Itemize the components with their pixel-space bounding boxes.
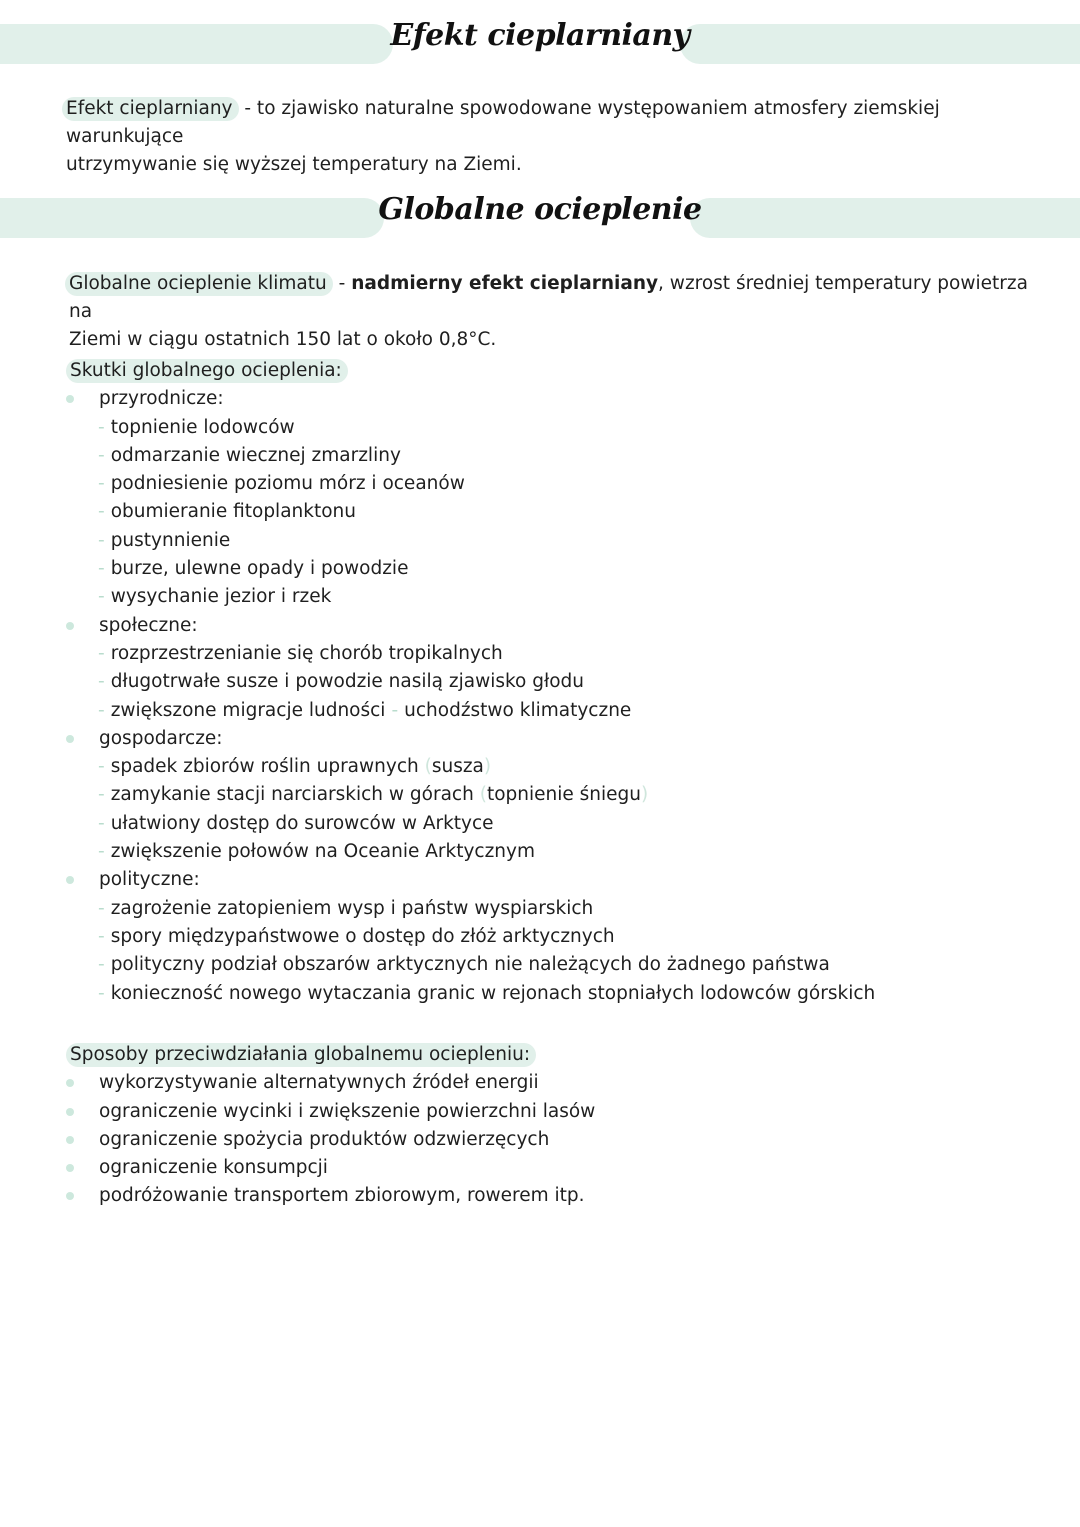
effects-section (66, 357, 1056, 1008)
item-note: topnienie śniegu (486, 784, 641, 806)
item-text: pustynnienie (110, 529, 231, 551)
list-item: - zwiększenie połowów na Oceanie Arktycznym (98, 841, 535, 863)
bold-phrase: nadmierny efekt cieplarniany (351, 273, 659, 294)
list-item: - spadek zbiorów roślin uprawnych (susza) (98, 756, 492, 778)
list-item: - rozprzestrzenianie się chorób tropikalnych (98, 642, 503, 664)
definition-text: , wzrost średniej temperatury powietrza na (69, 273, 1028, 322)
list-item (66, 866, 1056, 894)
list-item (66, 1098, 1056, 1126)
list-item: - ułatwiony dostęp do surowców w Arktyce (98, 812, 494, 834)
item-text: topnienie lodowców (110, 416, 295, 438)
item-text: konieczność nowego wytaczania granic w rejonach stopniałych lodowców górskich (110, 982, 876, 1004)
item-text: ograniczenie spożycia produktów odzwierzęcych (99, 1128, 550, 1150)
item-text: wykorzystywanie alternatywnych źródeł energii (99, 1072, 539, 1094)
list-item: - burze, ulewne opady i powodzie (98, 558, 409, 580)
definition-text: Ziemi w ciągu ostatnich 150 lat o około 0,8°C. (69, 329, 497, 350)
item-text: burze, ulewne opady i powodzie (110, 558, 409, 580)
effects-heading: Skutki globalnego ocieplenia: (66, 359, 348, 383)
item-text: wysychanie jezior i rzek (110, 586, 332, 608)
list-item: - podniesienie poziomu mórz i oceanów (98, 473, 465, 495)
item-text: zwiększenie połowów na Oceanie Arktycznym (110, 841, 535, 863)
prevention-heading: Sposoby przeciwdziałania globalnemu ociepleniu: (66, 1043, 536, 1067)
item-note: uchodźstwo klimatyczne (404, 699, 632, 721)
list-item (66, 725, 1056, 753)
prevention-section (66, 1041, 1056, 1211)
definition-text: utrzymywanie się wyższej temperatury na Ziemi. (66, 154, 522, 175)
item-text: rozprzestrzenianie się chorób tropikalnych (110, 642, 503, 664)
highlighted-term: Globalne ocieplenie klimatu (65, 272, 333, 296)
item-note: susza (431, 756, 484, 778)
item-text: odmarzanie wiecznej zmarzliny (110, 444, 401, 466)
list-item (66, 1154, 1056, 1182)
item-text: spory międzypaństwowe o dostęp do złóż arktycznych (110, 925, 615, 947)
list-item: - zagrożenie zatopieniem wysp i państw wyspiarskich (98, 897, 594, 919)
item-text: zwiększone migracje ludności (110, 699, 386, 721)
list-item: - odmarzanie wiecznej zmarzliny (98, 444, 401, 466)
item-text: obumieranie fitoplanktonu (110, 501, 356, 523)
list-item: - konieczność nowego wytaczania granic w rejonach stopniałych lodowców górskich (98, 982, 876, 1004)
item-text: zagrożenie zatopieniem wysp i państw wyspiarskich (110, 897, 594, 919)
list-item: - polityczny podział obszarów arktycznych nie należących do żadnego państwa (98, 954, 830, 976)
item-text: ograniczenie konsumpcji (99, 1157, 328, 1179)
item-text: podniesienie poziomu mórz i oceanów (110, 473, 465, 495)
item-text: polityczny podział obszarów arktycznych nie należących do żadnego państwa (110, 954, 830, 976)
list-item: - pustynnienie (98, 529, 231, 551)
list-item (66, 1182, 1056, 1210)
list-item: - wysychanie jezior i rzek (98, 586, 332, 608)
item-text: ograniczenie wycinki i zwiększenie powierzchni lasów (99, 1100, 596, 1122)
category-label: przyrodnicze: (99, 388, 224, 410)
list-item (66, 385, 1056, 413)
category-label: polityczne: (99, 869, 200, 891)
list-item: - spory międzypaństwowe o dostęp do złóż arktycznych (98, 925, 615, 947)
list-item (66, 1126, 1056, 1154)
item-text: podróżowanie transportem zbiorowym, rowerem itp. (99, 1185, 585, 1207)
list-item: - zamykanie stacji narciarskich w górach (topnienie śniegu) (98, 784, 649, 806)
item-text: ułatwiony dostęp do surowców w Arktyce (110, 812, 494, 834)
definition-text: - to zjawisko naturalne spowodowane występowaniem atmosfery ziemskiej warunkujące (66, 98, 940, 147)
category-label: gospodarcze: (99, 727, 223, 749)
list-item: - długotrwałe susze i powodzie nasilą zjawisko głodu (98, 671, 585, 693)
category-label: społeczne: (99, 614, 198, 636)
list-item (66, 1069, 1056, 1097)
section-title: Efekt cieplarniany (390, 18, 690, 53)
section-title-row-1 (0, 14, 1080, 74)
list-item (66, 612, 1056, 640)
section-title-row-2 (0, 188, 1080, 248)
list-item: - obumieranie fitoplanktonu (98, 501, 356, 523)
separator: - (332, 273, 352, 294)
item-text: zamykanie stacji narciarskich w górach (110, 784, 474, 806)
list-item: - zwiększone migracje ludności - uchodźstwo klimatyczne (98, 699, 632, 721)
definition-paragraph (69, 270, 1039, 354)
highlighted-term: Efekt cieplarniany (62, 97, 239, 121)
item-text: długotrwałe susze i powodzie nasilą zjawisko głodu (110, 671, 585, 693)
separator: - (391, 699, 399, 721)
list-item: - topnienie lodowców (98, 416, 295, 438)
item-text: spadek zbiorów roślin uprawnych (110, 756, 419, 778)
section-title: Globalne ocieplenie (378, 192, 702, 227)
definition-paragraph (66, 95, 1036, 179)
